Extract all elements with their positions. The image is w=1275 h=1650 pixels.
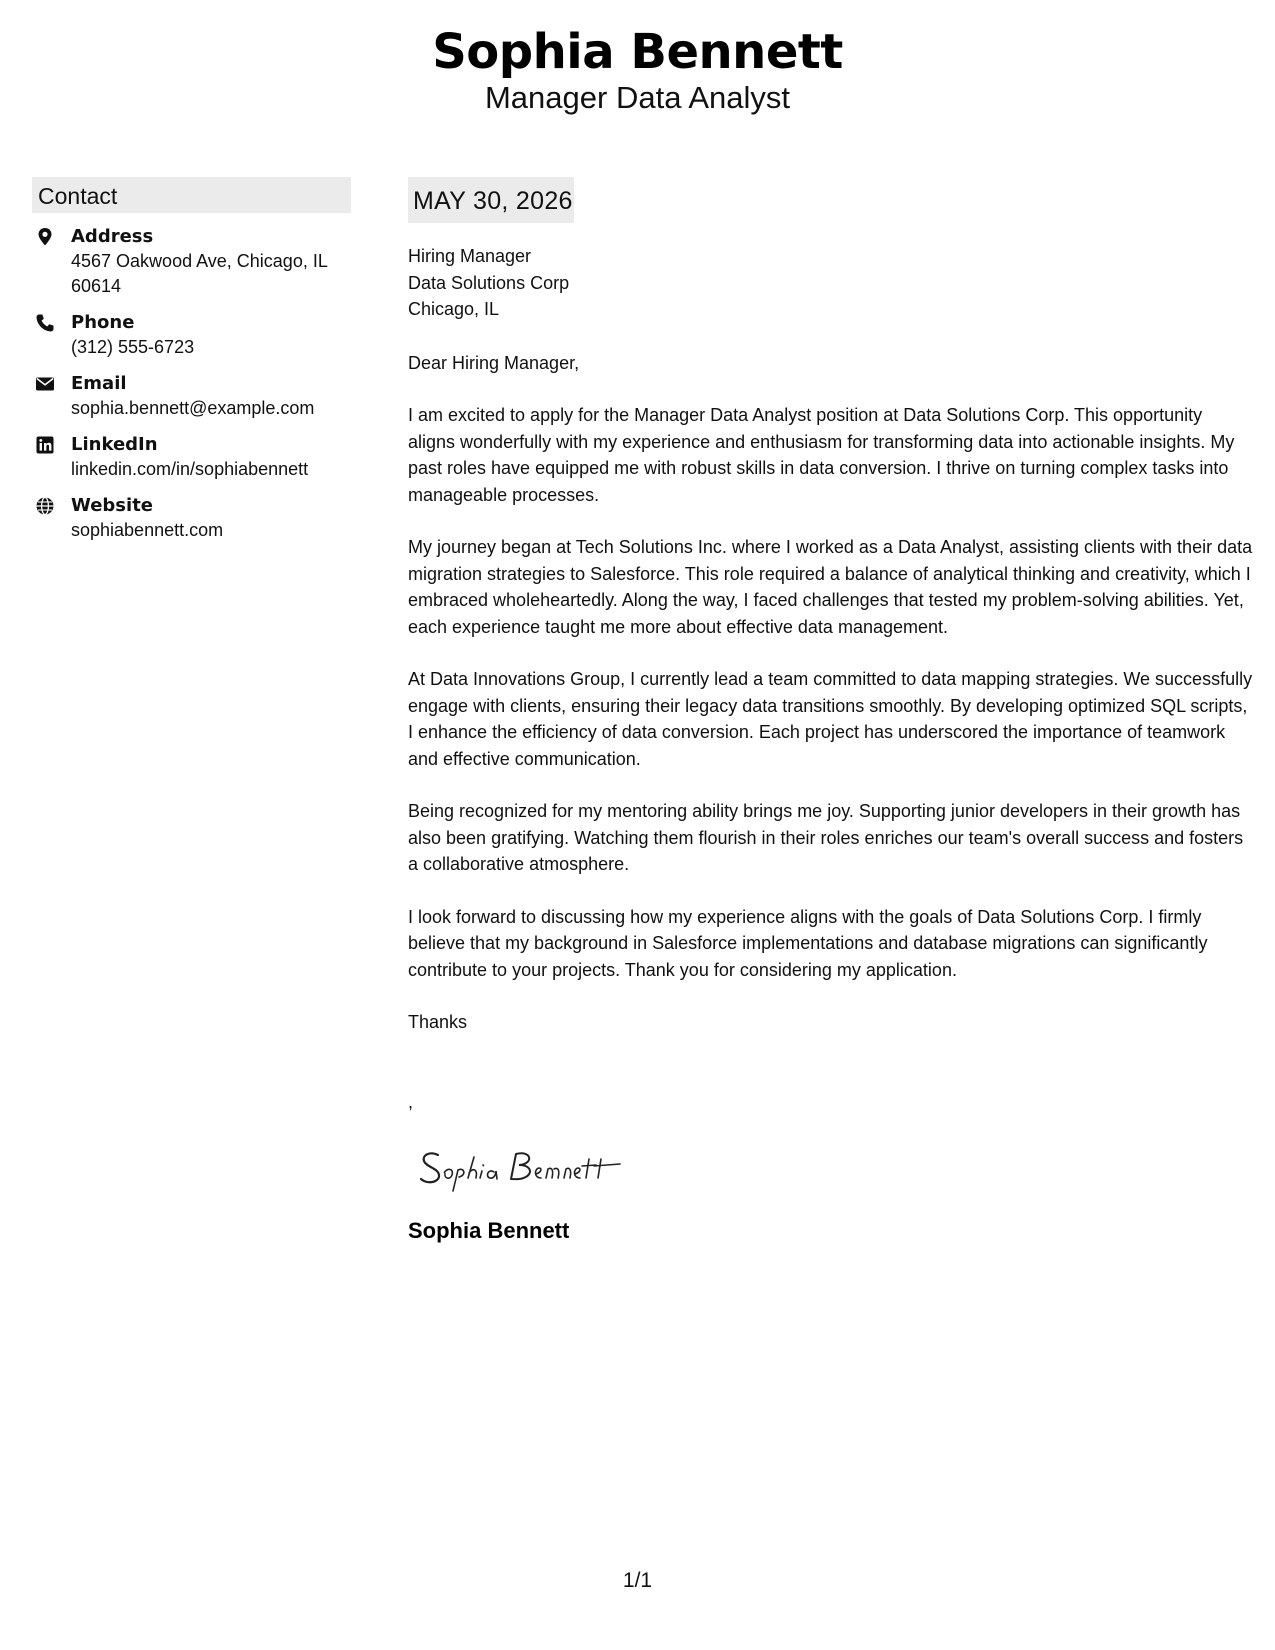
paragraph-3: At Data Innovations Group, I currently lead a team committed to data mapping strategies. We successfully engage with clients, ensuring their legacy data transitions smoothly. By developing optimized SQL scripts, I enhance the efficiency of data conversion. Each project has underscored the importance of teamwork and effective communication. [408,669,1253,769]
salutation: Dear Hiring Manager, [408,352,580,373]
signature-image [408,1137,648,1197]
recipient-company: Data Solutions Corp [408,272,570,293]
website-label: Website [71,495,154,516]
cover-letter-body [408,177,1253,1245]
letter-date: MAY 30, 2026 [408,177,574,223]
address-line-2: 60614 [71,276,122,296]
page-number: 1/1 [622,1569,653,1592]
recipient-location: Chicago, IL [408,299,500,319]
address-label: Address [71,226,154,247]
email-value: sophia.bennett@example.com [71,398,315,418]
linkedin-value: linkedin.com/in/sophiabennett [71,459,309,479]
candidate-title: Manager Data Analyst [484,80,790,115]
envelope-icon [35,374,55,394]
candidate-name: Sophia Bennett [432,24,843,80]
globe-icon [35,496,55,516]
contact-sidebar [32,177,351,543]
linkedin-icon [35,435,55,455]
recipient-block [408,243,1253,323]
contact-section-title: Contact [32,177,351,213]
contact-item-phone [32,311,351,360]
website-value: sophiabennett.com [71,520,224,540]
paragraph-5: I look forward to discussing how my experience aligns with the goals of Data Solutions Corp. I firmly believe that my background in Salesforce implementations and database migrations can significantly contribute to your projects. Thank you for considering my application. [408,906,1208,980]
address-line-1: 4567 Oakwood Ave, Chicago, IL [71,251,328,271]
phone-label: Phone [71,312,135,333]
phone-value: (312) 555-6723 [71,337,195,357]
signer-name: Sophia Bennett [408,1218,570,1243]
contact-item-address [32,225,351,299]
closing-comma: , [408,1091,414,1112]
resume-header [0,22,1275,116]
linkedin-label: LinkedIn [71,434,158,455]
paragraph-2: My journey began at Tech Solutions Inc. where I worked as a Data Analyst, assisting clients with their data migration strategies to Salesforce. This role required a balance of analytical thinking and creativity, which I embraced wholeheartedly. Along the way, I faced challenges that tested my problem-solving abilities. Yet, each experience taught me more about effective data management. [408,537,1253,637]
contact-item-email [32,372,351,421]
map-marker-icon [35,227,55,247]
email-label: Email [71,373,127,394]
paragraph-4: Being recognized for my mentoring ability brings me joy. Supporting junior developers in their growth has also been gratifying. Watching them flourish in their roles enriches our team's overall success and fosters a collaborative atmosphere. [408,801,1244,874]
recipient-name: Hiring Manager [408,246,532,266]
closing: Thanks [408,1012,468,1032]
contact-item-website [32,494,351,543]
contact-item-linkedin [32,433,351,482]
phone-icon [35,313,55,333]
paragraph-1: I am excited to apply for the Manager Data Analyst position at Data Solutions Corp. This opportunity aligns wonderfully with my experience and enthusiasm for transforming data into actionable insights. My past roles have equipped me with robust skills in data conversion. I thrive on turning complex tasks into manageable processes. [408,405,1235,505]
